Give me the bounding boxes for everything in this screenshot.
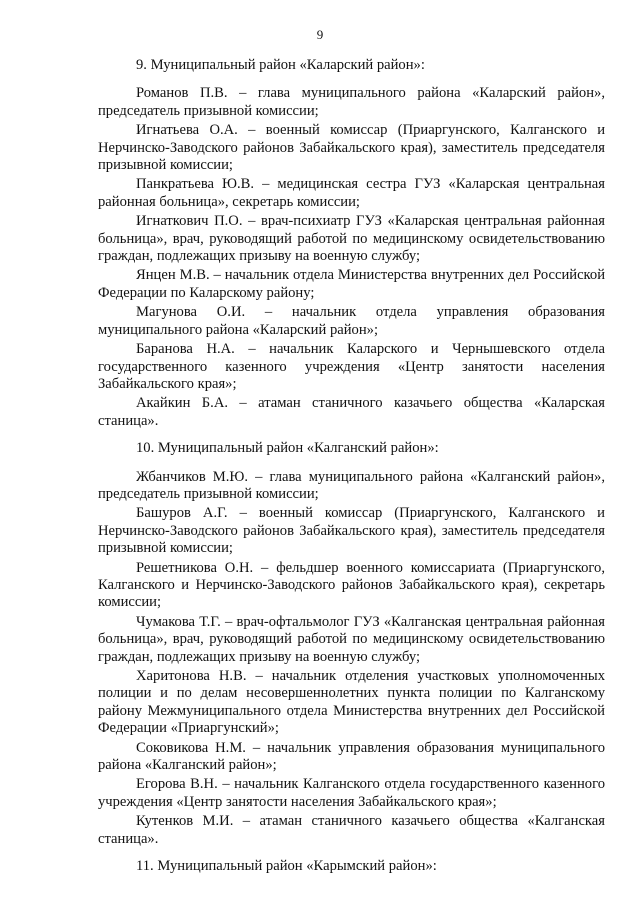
member-paragraph: Игнаткович П.О. – врач-психиатр ГУЗ «Каларская центральная районная больница», врач, руководящий работой по медицинскому освидетельствованию граждан, подлежащих призыву на военную службу;: [98, 213, 605, 265]
member-paragraph: Игнатьева О.А. – военный комиссар (Приаргунского, Калганского и Нерчинско-Заводского районов Забайкальского края), заместитель председателя призывной комиссии;: [98, 122, 605, 174]
member-paragraph: Панкратьева Ю.В. – медицинская сестра ГУЗ «Каларская центральная районная больница», секретарь комиссии;: [98, 176, 605, 210]
member-paragraph: Чумакова Т.Г. – врач-офтальмолог ГУЗ «Калганская центральная районная больница», врач, руководящий работой по медицинскому освидетельствованию граждан, подлежащих призыву на военную службу;: [98, 613, 605, 665]
member-paragraph: Башуров А.Г. – военный комиссар (Приаргунского, Калганского и Нерчинско-Заводского районов Забайкальского края), заместитель председателя призывной комиссии;: [98, 505, 605, 557]
section-heading: 11. Муниципальный район «Карымский район»:: [136, 858, 437, 875]
document-body: [98, 57, 605, 886]
section-karymsky: [98, 858, 605, 875]
member-paragraph: Решетникова О.Н. – фельдшер военного комиссариата (Приаргунского, Калганского и Нерчинско-Заводского районов Забайкальского края), секретарь комиссии;: [98, 559, 605, 611]
member-paragraph: Магунова О.И. – начальник отдела управления образования муниципального района «Каларский район»;: [98, 304, 605, 338]
member-paragraph: Романов П.В. – глава муниципального района «Каларский район», председатель призывной комиссии;: [98, 85, 605, 119]
section-heading: 10. Муниципальный район «Калганский район»:: [136, 440, 439, 457]
page-number: 9: [316, 27, 324, 42]
member-paragraph: Акайкин Б.А. – атаман станичного казачьего общества «Каларская станица».: [98, 395, 605, 429]
member-paragraph: Егорова В.Н. – начальник Калганского отдела государственного казенного учреждения «Центр занятости населения Забайкальского края»;: [98, 776, 605, 810]
section-heading: 9. Муниципальный район «Каларский район»:: [136, 57, 425, 73]
member-paragraph: Янцен М.В. – начальник отдела Министерства внутренних дел Российской Федерации по Каларскому району;: [98, 267, 605, 301]
section-kalgansky: [98, 440, 605, 848]
member-paragraph: Жбанчиков М.Ю. – глава муниципального района «Калганский район», председатель призывной комиссии;: [98, 468, 605, 502]
member-paragraph: Харитонова Н.В. – начальник отделения участковых уполномоченных полиции и по делам несовершеннолетних пункта полиции по Калганскому району Межмуниципального отдела Министерства внутренних дел Российской Федерации «Приаргунский»;: [98, 668, 605, 737]
member-paragraph: Соковикова Н.М. – начальник управления образования муниципального района «Калганский район»;: [98, 739, 605, 774]
member-paragraph: Кутенков М.И. – атаман станичного казачьего общества «Калганская станица».: [98, 813, 605, 847]
member-paragraph: Баранова Н.А. – начальник Каларского и Чернышевского отдела государственного казенного учреждения «Центр занятости населения Забайкальского края»;: [98, 341, 605, 392]
section-kalarsky: [98, 57, 605, 430]
